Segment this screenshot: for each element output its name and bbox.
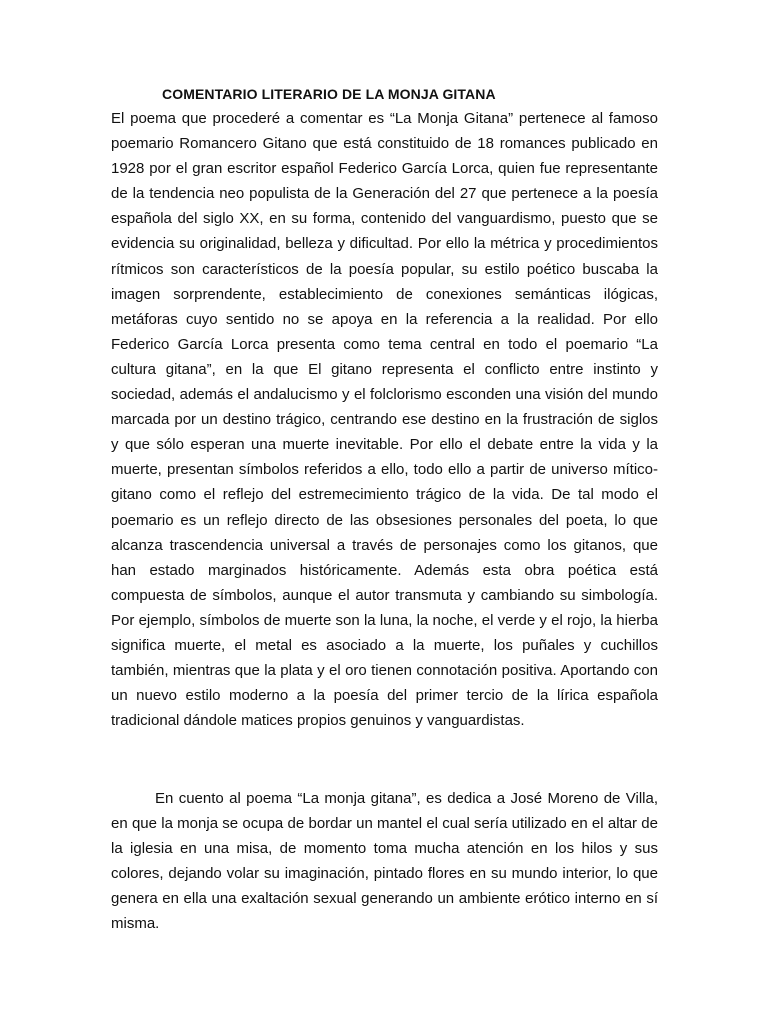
paragraph-poem-summary: En cuento al poema “La monja gitana”, es dedica a José Moreno de Villa, en que la monja se ocupa de bordar un mantel el cual sería utilizado en el altar de la iglesia en una misa, de momento toma mucha atención en los hilos y sus colores, dejando volar su imaginación, pintado flores en su mundo interior, lo que genera en ella una exaltación sexual generando un ambiente erótico interno en sí misma.: [111, 790, 658, 933]
document-title: COMENTARIO LITERARIO DE LA MONJA GITANA: [162, 86, 496, 102]
paragraph-introduction: El poema que procederé a comentar es “La Monja Gitana” pertenece al famoso poemario Romancero Gitano que está constituido de 18 romances publicado en 1928 por el gran escritor español Federico García Lorca, quien fue representante de la tendencia neo populista de la Generación del 27 que pertenece a la poesía española del siglo XX, en su forma, contenido del vanguardismo, puesto que se evidencia su originalidad, belleza y dificultad. Por ello la métrica y procedimientos rítmicos son característicos de la poesía popular, su estilo poético buscaba la imagen sorprendente, establecimiento de conexiones semánticas ilógicas, metáforas cuyo sentido no se apoya en la referencia a la realidad. Por ello Federico García Lorca presenta como tema central en todo el poemario “La cultura gitana”, en la que El gitano representa el conflicto entre instinto y sociedad, además el andalucismo y el folclorismo esconden una visión del mundo marcada por un destino trágico, centrando ese destino en la frustración de siglos y que sólo esperan una muerte inevitable. Por ello el debate entre la vida y la muerte, presentan símbolos referidos a ello, todo ello a partir de universo mítico-gitano como el reflejo del estremecimiento trágico de la vida. De tal modo el poemario es un reflejo directo de las obsesiones personales del poeta, lo que alcanza trascendencia universal a través de personajes como los gitanos, que han estado marginados históricamente. Además esta obra poética está compuesta de símbolos, aunque el autor transmuta y cambiando su simbología. Por ejemplo, símbolos de muerte son la luna, la noche, el verde y el rojo, la hierba significa muerte, el metal es asociado a la muerte, los puñales y cuchillos también, mientras que la plata y el oro tienen connotación positiva. Aportando con un nuevo estilo moderno a la poesía del primer tercio de la lírica española tradicional dándole matices propios genuinos y vanguardistas.: [111, 110, 658, 730]
